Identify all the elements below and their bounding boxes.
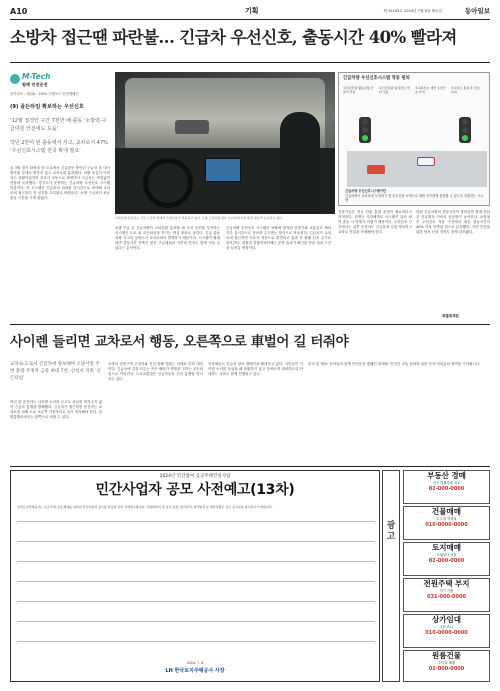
classified-ad-subtitle: 1층 코너: [440, 625, 453, 630]
traffic-signal-icon: [459, 117, 471, 143]
classified-ad-title: 전원주택 부지: [423, 579, 470, 588]
ad-section-label: 광고: [382, 470, 400, 682]
column-title: 함께 안전운전: [22, 82, 48, 87]
ambulance-icon: [417, 157, 435, 166]
article-body-8: 지자체들도 긴급차 양보 캠페인을 확대하고 있다. 시민들이 사이렌 소리를 들었을 때 당황하지 않고 올바르게 대처하도록 안내하는 교육도 함께 진행되고 있다.: [208, 362, 303, 377]
ad-date: 2024. 7. 8: [186, 660, 204, 665]
photo-monitor: [205, 158, 241, 182]
logo-icon: [10, 74, 20, 84]
secondary-headline: 사이렌 들리면 교차로서 행동, 오른쪽으로 車벌어 길 터줘야: [10, 334, 349, 350]
byline: 동아일보 · 채널A · 2024 시행모드 안전캠페인: [10, 92, 79, 96]
step-1-text: ①긴급차량 출동지령 단말기 작동: [343, 86, 374, 94]
page-header: [10, 6, 490, 20]
infographic-title: 긴급차량 우선신호시스템 작동 원리: [343, 76, 410, 81]
classified-ad-subtitle: 전국 법원경매 정보: [432, 481, 461, 486]
column-logo-text: M-Tech: [22, 72, 51, 81]
page-number: A10: [10, 7, 28, 16]
fire-truck-icon: [367, 165, 385, 174]
step-4-text: ④교차로 통과 후 신호 복귀: [451, 86, 480, 94]
classified-ad-subtitle: 경기 가평: [439, 589, 454, 594]
photo-caption: 교차로에 진입하는 긴급 구급차 앞에서 우선신호가 작동하고 있다. 소방 구급차량 내부 모니터에 신호 변경 정보가 표시되고 있다.: [115, 216, 283, 220]
infographic-step-1: [343, 87, 375, 95]
infographic-step-2: [379, 87, 411, 95]
classified-ad-title: 상가임대: [432, 615, 461, 624]
infographic-note-body: 긴급차량이 교차로에 도착하기 전 신호등을 녹색으로 바꿔 신속하게 통과할 수 있도록 지원하는 시스템: [345, 194, 484, 203]
classified-ad-title: 부동산 경매: [427, 471, 466, 480]
ad-organization: LH 한국토지주택공사 사장: [165, 668, 225, 675]
article-body-6: 작년 한 운전자는 사이렌 소리를 듣고도 차로를 비켜주지 않아 긴급차 통행을 방해했다. 긴급차가 접근하면 운전자는 교차로를 피해 도로 오른쪽 가장자리로 일시 정지해야 한다. 일방통행로에서는 왼쪽으로 피할 수 있다.: [10, 400, 102, 420]
classified-ad-phone: 02-000-0000: [428, 485, 465, 492]
infographic-step-4: [451, 87, 483, 95]
classified-ad: [403, 614, 490, 648]
step-2-text: ②긴급차량 위치정보 센터 전송: [379, 86, 410, 94]
ad-footer: [11, 661, 379, 675]
classified-ad-phone: 010-0000-0000: [425, 521, 468, 528]
ad-body-text: 한국토지주택공사는 공공주택 공급 확대를 위하여 민간사업자 공모를 다음과 같이 사전예고합니다. 사업대상지 및 공모 일정, 참가자격, 평가방식 등 세부사항은 공모 공고문을 참고하시기 바랍니다.: [17, 505, 273, 509]
article-body-7: 소방차 전용구역 주정차와 진입 방해 행위는 과태료 부과 대상이다. 긴급차에 길을 터주는 작은 배려가 생명을 구하는 골든타임으로 이어진다. 도로교통법은 긴급자동차 우선 통행을 명시하고 있다.: [108, 362, 203, 382]
article-body-5: 한편 긴급차량의 출동시간이 줄어들면 화재 진압과 응급환자 이송의 성공률이 높아진다. 소방청은 우선신호 적용 구간에서 평균 출동시간이 40% 이상 단축된 것으로 분석했다. 시민 안전을 위한 양보 문화 정착도 함께 강조됐다.: [416, 210, 490, 235]
classified-ad: [403, 578, 490, 612]
secondary-summary: 교차로·도로서 긴급차에 양보해야 소방서앞 주변 불법 주정차 금물 최대 7천. 신청서 지원 ‘골든타임’: [10, 362, 102, 381]
photo-person: [280, 112, 320, 214]
article-body-4: 전문가들은 전국 단위 통합 운영이 필요하다고 지적한다. 현재는 지자체별로 시스템이 달라 광역 출동 시 연계가 어렵기 때문이다. 우선신호 구간에서는 일반 운전자도 긴급차에 길을 양보하고 교차로 진입을 자제해야 한다.: [338, 210, 412, 235]
series-question: (9) 골든타임 확보하는 우선신호: [10, 104, 84, 110]
classified-ad-phone: 02-000-0000: [428, 665, 465, 672]
classified-ad-subtitle: 수익형 매매: [438, 661, 455, 666]
traffic-signal-icon: [359, 117, 371, 143]
news-photo: [115, 72, 335, 214]
article-body-1: 올 3월 경기 화성의 한 도로에서 긴급출동 중이던 구급차 한 대가 빨간불 앞에서 멈추지 않고 교차로를 통과했다. 차량 흐름이 이어지는 상황이었지만 신호가 자동으로 바뀌면서 구급차는 막힘없이 현장에 도착했다. 경기도가 운영하는 긴급차량 우선신호 시스템 덕분이다. 이 시스템은 긴급차의 위치를 실시간으로 파악해 교차로에 접근하기 전 신호를 초록불로 바꿔준다. 소방 구급차의 평균 출동 시간을 크게 줄였다.: [10, 166, 110, 201]
step-3-text: ③교통신호 제어 우선신호 부여: [415, 86, 446, 94]
classified-ad-phone: 02-000-0000: [428, 557, 465, 564]
divider: [10, 324, 490, 325]
ad-title: 민간사업자 공모 사전예고(13차): [95, 482, 295, 498]
classified-ad-phone: 031-000-0000: [427, 593, 466, 600]
infographic: [338, 72, 490, 206]
lh-advertisement: [10, 470, 380, 682]
road-illustration: [347, 151, 487, 187]
summary-point-2: 작년 2만여 번 출동에서 사고, 교차로서 47% ‘우선신호시스템 전국 확대 필요’: [10, 140, 108, 154]
classified-ad: [403, 506, 490, 540]
divider: [10, 466, 490, 467]
classified-ad-phone: 010-0000-0000: [425, 629, 468, 636]
infographic-note-title: 긴급차량 우선신호시스템이란: [345, 189, 387, 193]
photo-steering-wheel: [143, 158, 193, 208]
ad-header: [11, 471, 379, 503]
column-logo: [10, 72, 110, 90]
infographic-step-3: [415, 87, 447, 95]
classified-ad-title: 원룸건물: [432, 651, 461, 660]
article-body-3: 긴급차량 우선신호 시스템은 차량에 장착된 단말기와 교통신호 제어기가 실시간으로 정보를 주고받는 방식으로 작동한다. 긴급차가 교차로에 접근하면 신호가 자동으로 변경되고 통과 후 원래 신호 주기로 돌아간다. 경찰과 지방자치단체는 운영 효과가 확인된 만큼 설치 구간을 늘려갈 방침이다.: [226, 226, 331, 251]
newspaper-brand: 동아일보: [464, 7, 490, 15]
divider: [10, 62, 490, 63]
ad-subtitle: 2024년 민간참여 공공주택건설사업: [159, 474, 231, 479]
ad-table: [17, 511, 375, 649]
section-label: 기획: [245, 7, 259, 15]
article-body-9: 문의 및 제보: 동아일보 함께 안전운전 캠페인 취재팀. 안전한 교통 문화를 위한 독자 여러분의 참여를 기다립니다.: [308, 362, 481, 366]
article-body-2: 소방·구급 등 긴급차량이 교차로를 통과할 때 우선 신호를 부여하는 시스템은 도로 위 골든타임을 지키는 핵심 장치로 꼽힌다. 긴급 출동 차량 사고의 상당수가 교차로에서 발생하기 때문이다. 시스템이 확대되면 출동시간 단축은 물론 구급대원과 시민의 안전도 함께 지킬 수 있다는 분석이다.: [115, 226, 220, 251]
author-credit: 특별취재팀: [442, 314, 459, 318]
summary-point-1: ‘12월 접경인 구간 7천만 배 출동 ‘소방력-구급대원 안전에도 도움’: [10, 118, 107, 132]
main-headline: 소방차 접근땐 파란불… 긴급차 우선신호, 출동시간 40% 빨라져: [10, 28, 457, 47]
classified-ad: [403, 542, 490, 576]
classified-ad-subtitle: 시세보다 저렴: [436, 553, 457, 558]
photo-car: [175, 120, 209, 134]
classified-ad-title: 건물매매: [432, 507, 461, 516]
classified-ad-title: 토지매매: [432, 543, 461, 552]
classified-ad: [403, 470, 490, 504]
classified-ad-subtitle: 수도권 역세권: [436, 517, 457, 522]
issue-meta: 제 31105호 2024년 7월 8일 월요일: [383, 9, 442, 13]
classified-ad: [403, 650, 490, 682]
